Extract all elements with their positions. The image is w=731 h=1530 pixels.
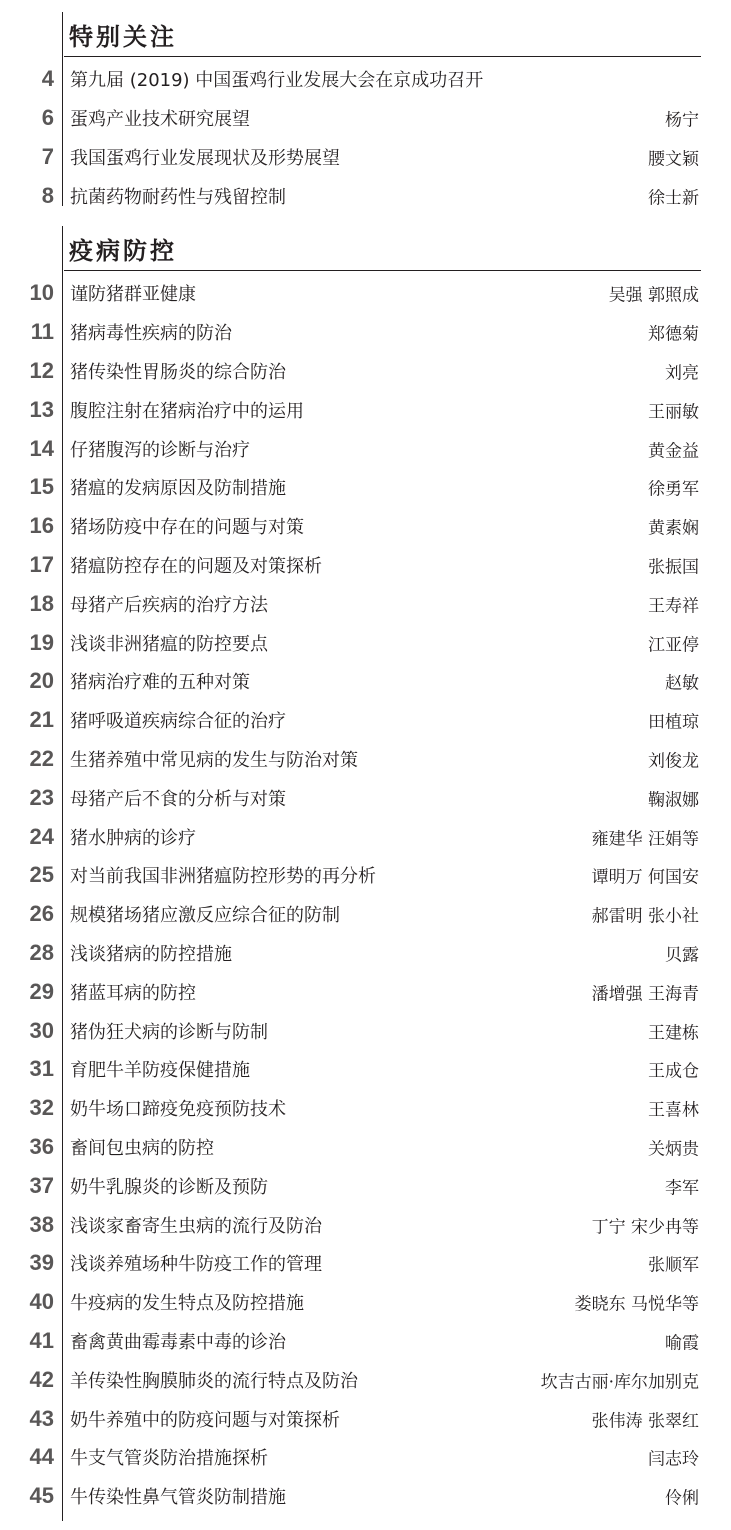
- article-title: 猪病治疗难的五种对策: [70, 672, 250, 694]
- article-title: 猪伪狂犬病的诊断与防制: [70, 1021, 268, 1043]
- article-row[interactable]: [0, 1283, 731, 1322]
- article-author: 郑德菊: [648, 324, 699, 345]
- page-number: 19: [29, 629, 54, 655]
- article-author: 黄素娴: [648, 518, 699, 539]
- article-title: 奶牛场口蹄疫免疫预防技术: [70, 1099, 286, 1121]
- article-author: 吴强 郭照成: [608, 285, 699, 306]
- article-row[interactable]: [0, 468, 731, 507]
- page-number: 36: [29, 1133, 54, 1159]
- article-row[interactable]: [0, 390, 731, 429]
- article-row[interactable]: [0, 507, 731, 546]
- article-title: 奶牛乳腺炎的诊断及预防: [70, 1176, 268, 1198]
- section-header: [0, 12, 731, 58]
- article-author: 刘俊龙: [648, 751, 699, 772]
- article-title: 猪场防疫中存在的问题与对策: [70, 517, 304, 539]
- article-author: 谭明万 何国安: [591, 867, 699, 888]
- article-title: 猪蓝耳病的防控: [70, 982, 196, 1004]
- article-row[interactable]: [0, 817, 731, 856]
- article-author: 田植琼: [648, 712, 699, 733]
- article-author: 徐士新: [648, 188, 699, 209]
- article-title: 第九届 (2019) 中国蛋鸡行业发展大会在京成功召开: [70, 70, 484, 92]
- article-author: 赵敏: [665, 673, 699, 694]
- article-author: 黄金益: [648, 441, 699, 462]
- article-row[interactable]: [0, 1360, 731, 1399]
- article-author: 丁宁 宋少冉等: [591, 1217, 699, 1238]
- article-author: 刘亮: [665, 363, 699, 384]
- page-number: 12: [29, 357, 54, 383]
- article-row[interactable]: [0, 1244, 731, 1283]
- page-number: 15: [29, 474, 54, 500]
- article-title: 生猪养殖中常见病的发生与防治对策: [70, 749, 358, 771]
- article-row[interactable]: [0, 352, 731, 391]
- article-title: 我国蛋鸡行业发展现状及形势展望: [70, 147, 340, 169]
- article-title: 牛传染性鼻气管炎防制措施: [70, 1487, 286, 1509]
- article-title: 浅谈养殖场种牛防疫工作的管理: [70, 1254, 322, 1276]
- article-row[interactable]: [0, 138, 731, 177]
- page-number: 45: [29, 1483, 54, 1509]
- article-author: 杨宁: [665, 110, 699, 131]
- page-number: 7: [41, 143, 54, 169]
- page-number: 20: [29, 668, 54, 694]
- article-row[interactable]: [0, 313, 731, 352]
- article-row[interactable]: [0, 778, 731, 817]
- section-disease-control: [0, 226, 731, 1514]
- article-list: [0, 60, 731, 215]
- article-row[interactable]: [0, 623, 731, 662]
- article-list: [0, 274, 731, 1516]
- article-title: 浅谈猪病的防控措施: [70, 943, 232, 965]
- article-title: 育肥牛羊防疫保健措施: [70, 1060, 250, 1082]
- article-title: 猪病毒性疾病的防治: [70, 323, 232, 345]
- page-number: 31: [29, 1056, 54, 1082]
- article-title: 规模猪场猪应激反应综合征的防制: [70, 905, 340, 927]
- article-row[interactable]: [0, 99, 731, 138]
- article-row[interactable]: [0, 546, 731, 585]
- page-number: 28: [29, 939, 54, 965]
- article-author: 贝露: [665, 945, 699, 966]
- article-title: 腹腔注射在猪病治疗中的运用: [70, 400, 304, 422]
- section-rule: [64, 56, 701, 57]
- page-number: 26: [29, 901, 54, 927]
- article-title: 畜间包虫病的防控: [70, 1137, 214, 1159]
- section-title: 疫病防控: [69, 237, 177, 265]
- article-row[interactable]: [0, 274, 731, 313]
- section-special-focus: [0, 12, 731, 213]
- page-number: 8: [41, 182, 54, 208]
- article-row[interactable]: [0, 701, 731, 740]
- article-author: 关炳贵: [648, 1139, 699, 1160]
- article-title: 畜禽黄曲霉毒素中毒的诊治: [70, 1331, 286, 1353]
- article-author: 王寿祥: [648, 596, 699, 617]
- article-author: 雍建华 汪娟等: [591, 829, 699, 850]
- article-title: 浅谈非洲猪瘟的防控要点: [70, 633, 268, 655]
- article-row[interactable]: [0, 856, 731, 895]
- article-title: 抗菌药物耐药性与残留控制: [70, 186, 286, 208]
- article-row[interactable]: [0, 972, 731, 1011]
- article-author: 张振国: [648, 557, 699, 578]
- article-row[interactable]: [0, 662, 731, 701]
- article-title: 母猪产后疾病的治疗方法: [70, 594, 268, 616]
- page-number: 17: [29, 551, 54, 577]
- page-number: 22: [29, 745, 54, 771]
- article-row[interactable]: [0, 1050, 731, 1089]
- article-author: 王成仓: [648, 1061, 699, 1082]
- page-number: 43: [29, 1405, 54, 1431]
- article-author: 潘增强 王海青: [591, 984, 699, 1005]
- article-title: 奶牛养殖中的防疫问题与对策探析: [70, 1409, 340, 1431]
- article-author: 王丽敏: [648, 402, 699, 423]
- article-row[interactable]: [0, 1089, 731, 1128]
- article-title: 仔猪腹泻的诊断与治疗: [70, 439, 250, 461]
- article-row[interactable]: [0, 895, 731, 934]
- article-title: 母猪产后不食的分析与对策: [70, 788, 286, 810]
- article-author: 李军: [665, 1178, 699, 1199]
- page-number: 25: [29, 862, 54, 888]
- article-row[interactable]: [0, 429, 731, 468]
- article-row[interactable]: [0, 1399, 731, 1438]
- article-author: 张顺军: [648, 1255, 699, 1276]
- page-number: 29: [29, 978, 54, 1004]
- article-row[interactable]: [0, 934, 731, 973]
- page-number: 6: [41, 105, 54, 131]
- article-title: 猪瘟的发病原因及防制措施: [70, 478, 286, 500]
- article-row[interactable]: [0, 1322, 731, 1361]
- article-author: 郝雷明 张小社: [591, 906, 699, 927]
- page-number: 30: [29, 1017, 54, 1043]
- article-row[interactable]: [0, 1438, 731, 1477]
- article-title: 猪呼吸道疾病综合征的治疗: [70, 711, 286, 733]
- article-title: 猪水肿病的诊疗: [70, 827, 196, 849]
- page-number: 21: [29, 707, 54, 733]
- article-author: 王喜林: [648, 1100, 699, 1121]
- page-number: 39: [29, 1250, 54, 1276]
- article-author: 闫志玲: [648, 1449, 699, 1470]
- article-title: 牛疫病的发生特点及防控措施: [70, 1293, 304, 1315]
- article-author: 张伟涛 张翠红: [591, 1411, 699, 1431]
- page-number: 42: [29, 1366, 54, 1392]
- page-number: 10: [29, 280, 54, 306]
- page-number: 24: [29, 823, 54, 849]
- article-author: 娄晓东 马悦华等: [574, 1294, 699, 1315]
- article-row[interactable]: [0, 1166, 731, 1205]
- article-title: 蛋鸡产业技术研究展望: [70, 109, 250, 131]
- page-number: 14: [29, 435, 54, 461]
- article-row[interactable]: [0, 740, 731, 779]
- page-number: 37: [29, 1172, 54, 1198]
- article-title: 羊传染性胸膜肺炎的流行特点及防治: [70, 1370, 358, 1392]
- page-number: 11: [30, 319, 54, 345]
- article-row[interactable]: [0, 1205, 731, 1244]
- article-author: 王建栋: [648, 1023, 699, 1044]
- section-header: [0, 226, 731, 272]
- page-number: 16: [29, 513, 54, 539]
- section-title: 特别关注: [69, 23, 177, 51]
- page-number: 38: [29, 1211, 54, 1237]
- page-number: 23: [29, 784, 54, 810]
- article-row[interactable]: [0, 1477, 731, 1516]
- article-title: 牛支气管炎防治措施探析: [70, 1448, 268, 1470]
- article-author: 鞠淑娜: [648, 790, 699, 811]
- page-number: 32: [29, 1095, 54, 1121]
- page-number: 40: [29, 1289, 54, 1315]
- article-title: 猪传染性胃肠炎的综合防治: [70, 361, 286, 383]
- article-author: 腰文颖: [648, 149, 699, 170]
- article-row[interactable]: [0, 1128, 731, 1167]
- page-number: 44: [29, 1444, 54, 1470]
- article-author: 徐勇军: [648, 479, 699, 500]
- page-number: 13: [29, 396, 54, 422]
- article-author: 江亚停: [648, 635, 699, 656]
- article-row[interactable]: [0, 60, 731, 99]
- article-author: 喻霞: [665, 1333, 699, 1354]
- article-author: 伶俐: [665, 1488, 699, 1509]
- article-title: 猪瘟防控存在的问题及对策探析: [70, 555, 322, 577]
- article-row[interactable]: [0, 1011, 731, 1050]
- page-number: 18: [29, 590, 54, 616]
- page-number: 41: [29, 1327, 54, 1353]
- article-title: 对当前我国非洲猪瘟防控形势的再分析: [70, 866, 376, 888]
- page-number: 4: [41, 66, 54, 92]
- section-rule: [64, 270, 701, 271]
- article-title: 谨防猪群亚健康: [70, 284, 196, 306]
- article-row[interactable]: [0, 584, 731, 623]
- article-title: 浅谈家畜寄生虫病的流行及防治: [70, 1215, 322, 1237]
- article-author: 坎吉古丽·库尔加别克: [540, 1372, 699, 1393]
- article-row[interactable]: [0, 176, 731, 215]
